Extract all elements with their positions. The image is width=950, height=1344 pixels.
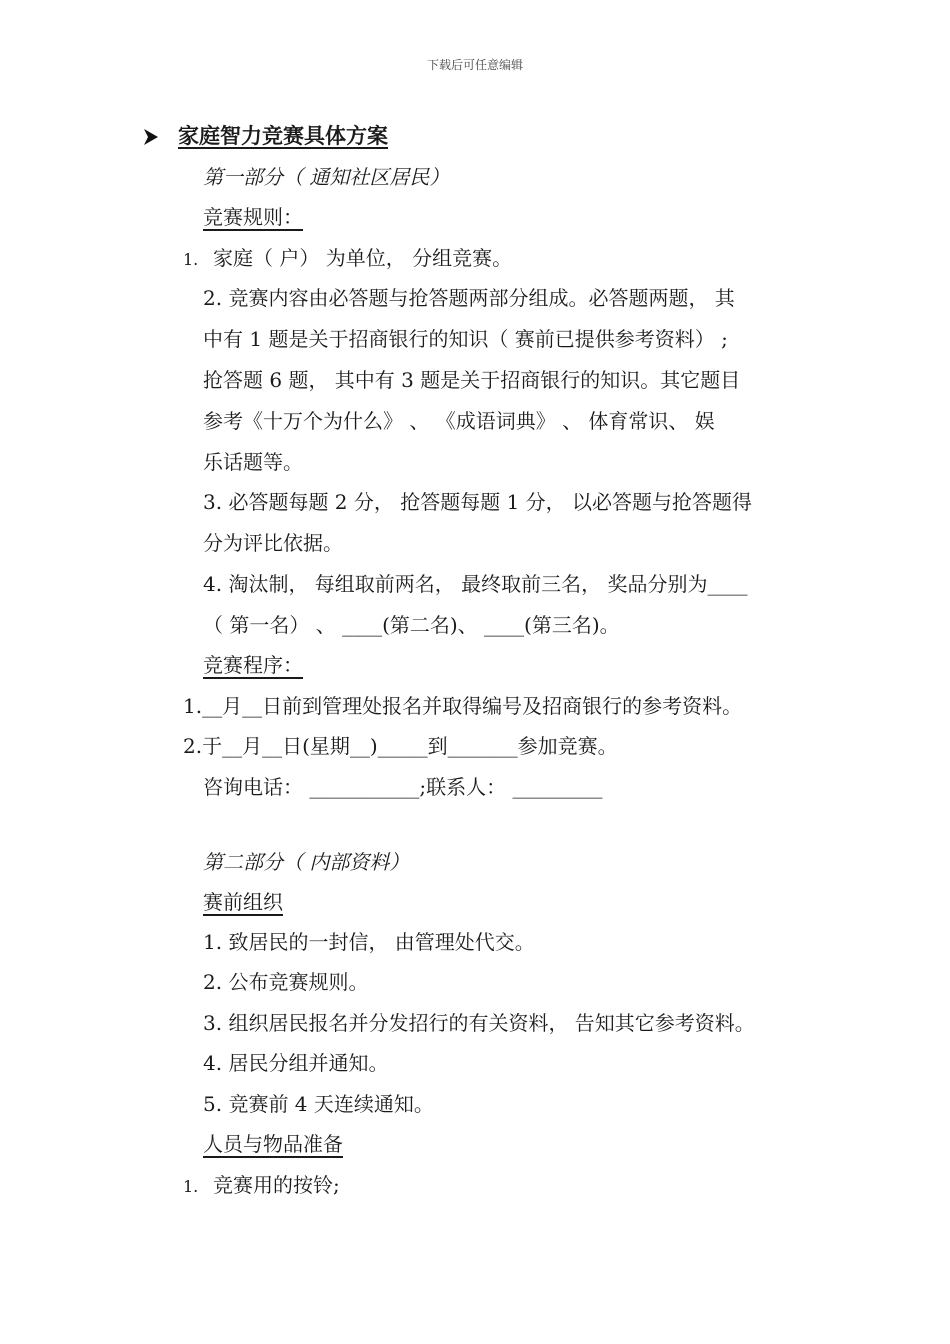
staff-item-1 xyxy=(183,1171,340,1201)
prep-item-2: 2. 公布竞赛规则。 xyxy=(203,970,369,994)
staff1-number: 1. xyxy=(183,1177,199,1196)
part1-heading: 第一部分（ 通知社区居民） xyxy=(203,165,450,189)
procedure-heading: 竞赛程序： xyxy=(203,653,303,677)
procedure-item-2: 2.于__月__日(星期__)_____到_______参加竞赛。 xyxy=(183,734,618,758)
rule4-line1: 4. 淘汰制， 每组取前两名， 最终取前三名， 奖品分别为____ xyxy=(203,572,748,596)
prep-item-5: 5. 竞赛前 4 天连续通知。 xyxy=(203,1092,434,1116)
rule2-line4: 参考《十万个为什么》 、 《成语词典》 、 体育常识、 娱 xyxy=(203,409,715,433)
rule1-number: 1. xyxy=(183,250,199,269)
staff-heading: 人员与物品准备 xyxy=(203,1132,343,1156)
rule1-item xyxy=(183,244,512,274)
prep-item-1: 1. 致居民的一封信， 由管理处代交。 xyxy=(203,930,535,954)
rules-heading: 竞赛规则： xyxy=(203,205,303,229)
rule1-text: 家庭（ 户） 为单位， 分组竞赛。 xyxy=(213,246,513,270)
document-title: 家庭智力竞赛具体方案 xyxy=(178,123,388,148)
rule2-line5: 乐话题等。 xyxy=(203,450,303,474)
procedure-item-1: 1.__月__日前到管理处报名并取得编号及招商银行的参考资料。 xyxy=(183,694,743,718)
prep-item-3: 3. 组织居民报名并分发招行的有关资料， 告知其它参考资料。 xyxy=(203,1011,755,1035)
arrow-bullet-icon xyxy=(143,124,159,150)
rule4-line2: （ 第一名） 、 ____(第二名)、 ____(第三名)。 xyxy=(203,613,620,637)
rule3-line2: 分为评比依据。 xyxy=(203,531,343,555)
prep-item-4: 4. 居民分组并通知。 xyxy=(203,1051,389,1075)
contact-line: 咨询电话： ___________;联系人： _________ xyxy=(203,775,603,799)
rule3-line1: 3. 必答题每题 2 分， 抢答题每题 1 分， 以必答题与抢答题得 xyxy=(203,490,753,514)
staff1-text: 竞赛用的按铃; xyxy=(213,1173,340,1197)
rule2-line1: 2. 竞赛内容由必答题与抢答题两部分组成。必答题两题， 其 xyxy=(203,286,735,310)
prep-heading: 赛前组织 xyxy=(203,890,283,914)
header-note: 下载后可任意编辑 xyxy=(426,58,523,72)
rule2-line2: 中有 1 题是关于招商银行的知识（ 赛前已提供参考资料） ; xyxy=(203,327,728,351)
part2-heading: 第二部分（ 内部资料） xyxy=(203,850,410,874)
rule2-line3: 抢答题 6 题， 其中有 3 题是关于招商银行的知识。其它题目 xyxy=(203,368,741,392)
